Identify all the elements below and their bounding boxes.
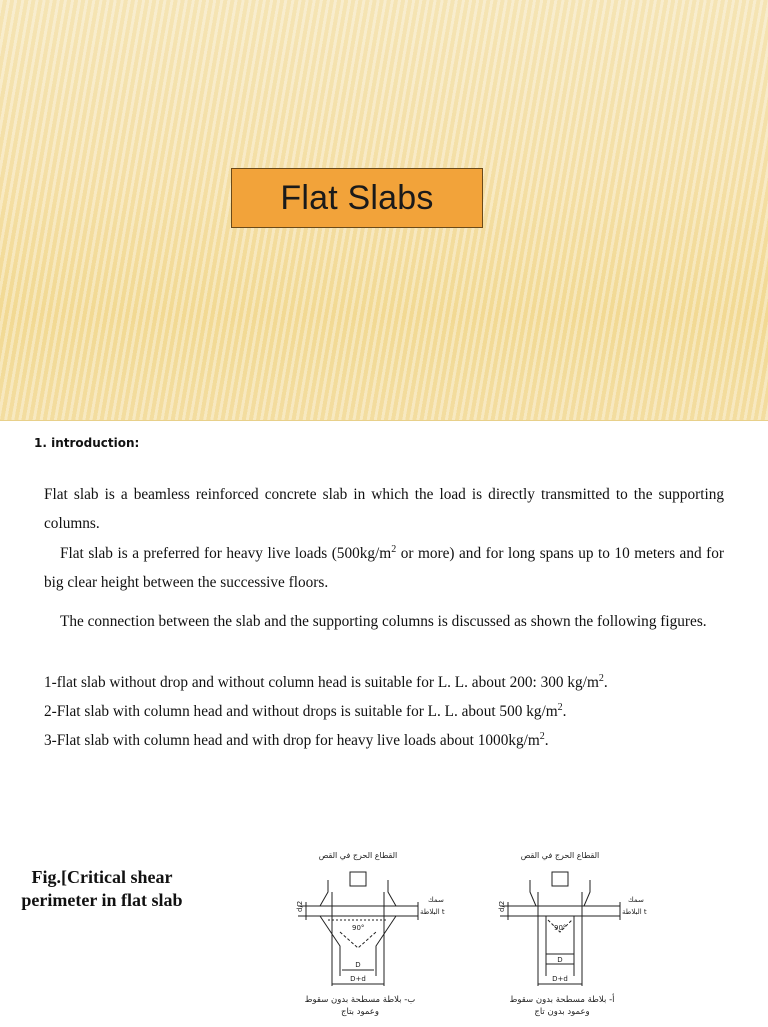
list-item: 3-Flat slab with column head and with drop for heavy live loads about $1000kg/m^2$. — [44, 730, 549, 749]
left-angle: 90° — [352, 924, 365, 932]
shear-perimeter-figure — [268, 836, 688, 1022]
left-dim-inner: D — [355, 961, 361, 969]
section-heading: 1. introduction: — [34, 436, 140, 450]
list-item: 2-Flat slab with column head and without drops is suitable for L. L. about 500 $kg/m^2$. — [44, 701, 567, 720]
right-angle: 90° — [554, 924, 567, 932]
right-top-label: القطاع الحرج في القص — [520, 851, 600, 860]
figure-caption: Fig.[Critical shear perimeter in flat slab — [21, 867, 183, 910]
left-top-label: القطاع الحرج في القص — [318, 851, 398, 860]
right-d2: d/2 — [498, 900, 506, 912]
paragraph-2 — [44, 539, 724, 597]
left-side-label-1: سمك — [428, 896, 444, 904]
paragraph-1: Flat slab is a beamless reinforced concrete slab in which the load is directly transmitted to the supporting columns. — [44, 486, 724, 532]
title-box — [231, 168, 483, 228]
right-dim-inner: D — [557, 956, 563, 964]
right-side-label-1: سمك — [628, 896, 644, 904]
right-side-label-2: البلاطة t — [622, 908, 647, 916]
list-item: 1-flat slab without drop and without column head is suitable for L. L. about 200: 300 $kg/m^2$. — [44, 672, 608, 691]
paragraph-2-a: Flat slab is a preferred for heavy live loads (500kg/m — [60, 545, 392, 562]
left-caption-2: وعمود بتاج — [341, 1007, 379, 1017]
figure-drawing — [268, 836, 688, 1022]
right-caption-2: وعمود بدون تاج — [534, 1007, 590, 1017]
right-caption-1: أ- بلاطة مسطحة بدون سقوط — [509, 995, 615, 1005]
left-side-label-2: البلاطة t — [420, 908, 445, 916]
paragraph-3: The connection between the slab and the supporting columns is discussed as shown the following figures. — [60, 613, 707, 630]
left-caption-1: ب- بلاطة مسطحة بدون سقوط — [304, 995, 416, 1005]
title-banner — [0, 0, 768, 421]
right-dim-outer: D+d — [552, 975, 568, 983]
load-list — [44, 668, 724, 755]
paragraph-2-b: or more) and for long spans up to 10 meters and for big clear height between the successive floors. — [44, 545, 724, 591]
left-dim-outer: D+d — [350, 975, 366, 983]
paragraph-2-sup: 2 — [391, 543, 397, 555]
left-d2: d/2 — [296, 900, 304, 912]
page-title: Flat Slabs — [280, 178, 434, 217]
